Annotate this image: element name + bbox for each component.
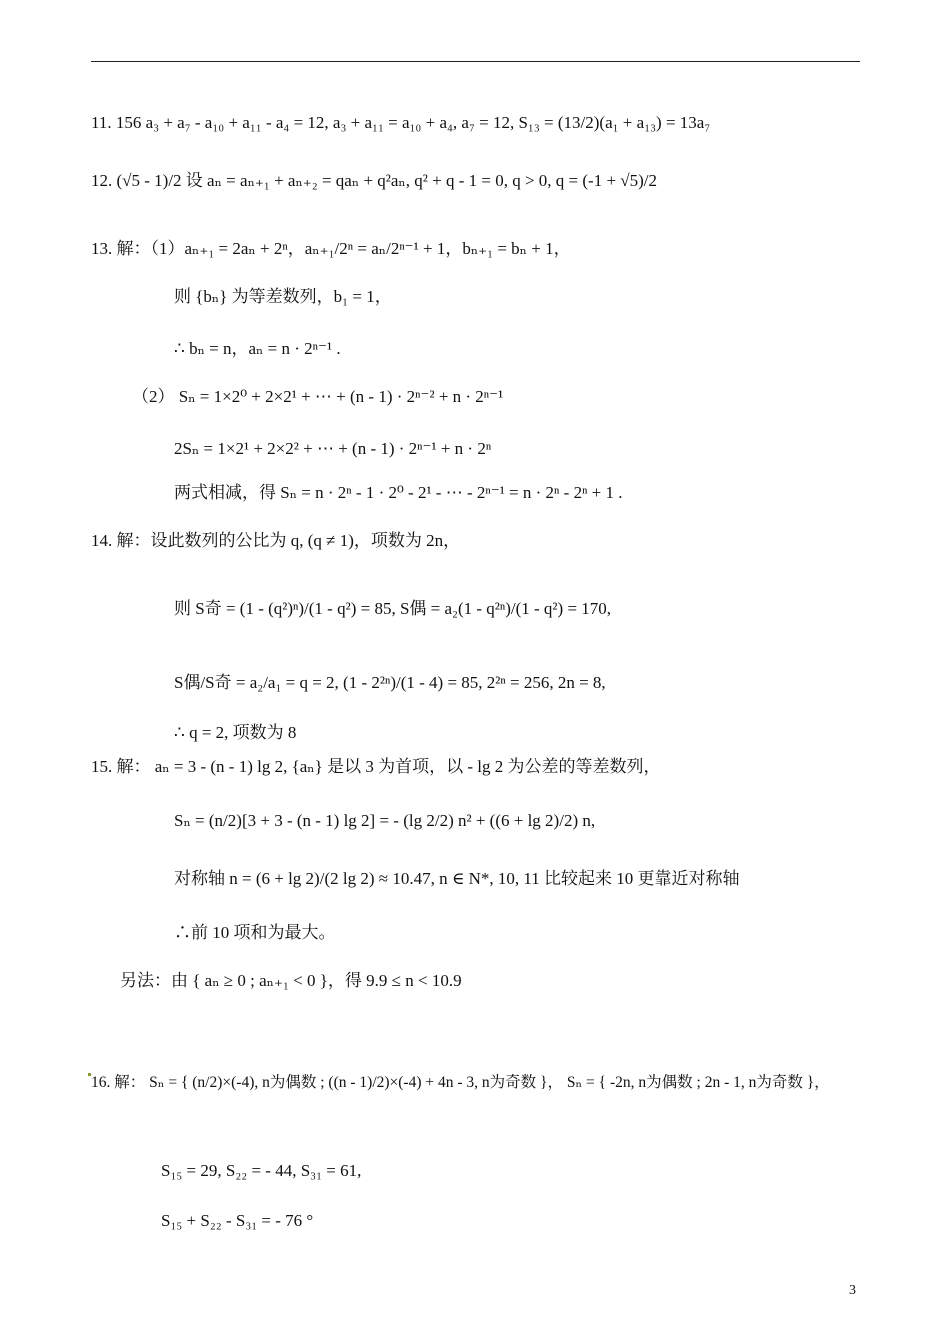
problem-15-line-3: 对称轴 n = (6 + lg 2)/(2 lg 2) ≈ 10.47, n ∈ N*, 10, 11 比较起来 10 更靠近对称轴 [174, 869, 740, 888]
problem-15-line-5: 另法：由 { aₙ ≥ 0 ; aₙ₊₁ < 0 }，得 9.9 ≤ n < 10.9 [120, 971, 462, 990]
header-rule [91, 61, 860, 62]
problem-14-line-3: S偶/S奇 = a₂/a₁ = q = 2, (1 - 2²ⁿ)/(1 - 4) = 85, 2²ⁿ = 256, 2n = 8, [174, 673, 606, 692]
problem-14-line-2: 则 S奇 = (1 - (q²)ⁿ)/(1 - q²) = 85, S偶 = a₂(1 - q²ⁿ)/(1 - q²) = 170, [174, 599, 612, 618]
problem-15-line-4: ∴前 10 项和为最大。 [174, 923, 336, 942]
problem-13-line-1: 13. 解：（1）aₙ₊₁ = 2aₙ + 2ⁿ，aₙ₊₁/2ⁿ = aₙ/2ⁿ⁻¹ + 1，bₙ₊₁ = bₙ + 1， [91, 239, 571, 258]
problem-14-line-1: 14. 解：设此数列的公比为 q, (q ≠ 1)，项数为 2n， [91, 531, 461, 550]
problem-16-line-1: 16. 解： Sₙ = { (n/2)×(-4), n为偶数 ; ((n - 1)/2)×(-4) + 4n - 3, n为奇数 }， Sₙ = { -2n, n为偶数 ; 2n - 1, n为奇数 }， [91, 1074, 830, 1091]
page-number: 3 [849, 1283, 856, 1298]
problem-15-line-2: Sₙ = (n/2)[3 + 3 - (n - 1) lg 2] = - (lg 2/2) n² + ((6 + lg 2)/2) n, [174, 811, 596, 830]
problem-13-line-3: ∴ bₙ = n，aₙ = n · 2ⁿ⁻¹ . [174, 339, 341, 358]
problem-13-line-2: 则 {bₙ} 为等差数列，b₁ = 1， [174, 287, 392, 306]
problem-11-line: 11. 156 a₃ + a₇ - a₁₀ + a₁₁ - a₄ = 12, a₃ + a₁₁ = a₁₀ + a₄, a₇ = 12, S₁₃ = (13/2)(a₁ + a₁₃) = 13a₇ [91, 113, 711, 132]
problem-14-line-4: ∴ q = 2, 项数为 8 [174, 723, 297, 742]
problem-13-line-6: 两式相减，得 Sₙ = n · 2ⁿ - 1 · 2⁰ - 2¹ - ⋯ - 2ⁿ⁻¹ = n · 2ⁿ - 2ⁿ + 1 . [174, 483, 623, 502]
problem-13-line-5: 2Sₙ = 1×2¹ + 2×2² + ⋯ + (n - 1) · 2ⁿ⁻¹ + n · 2ⁿ [174, 439, 492, 458]
problem-15-line-1: 15. 解： aₙ = 3 - (n - 1) lg 2, {aₙ} 是以 3 为首项，以 - lg 2 为公差的等差数列， [91, 757, 661, 776]
problem-12-line: 12. (√5 - 1)/2 设 aₙ = aₙ₊₁ + aₙ₊₂ = qaₙ + q²aₙ, q² + q - 1 = 0, q > 0, q = (-1 + √5)/2 [91, 171, 658, 190]
problem-16-line-2: S₁₅ = 29, S₂₂ = - 44, S₃₁ = 61, [161, 1161, 362, 1180]
problem-13-line-4: （2） Sₙ = 1×2⁰ + 2×2¹ + ⋯ + (n - 1) · 2ⁿ⁻² + n · 2ⁿ⁻¹ [132, 387, 504, 406]
problem-16-line-3: S₁₅ + S₂₂ - S₃₁ = - 76 ° [161, 1211, 314, 1230]
